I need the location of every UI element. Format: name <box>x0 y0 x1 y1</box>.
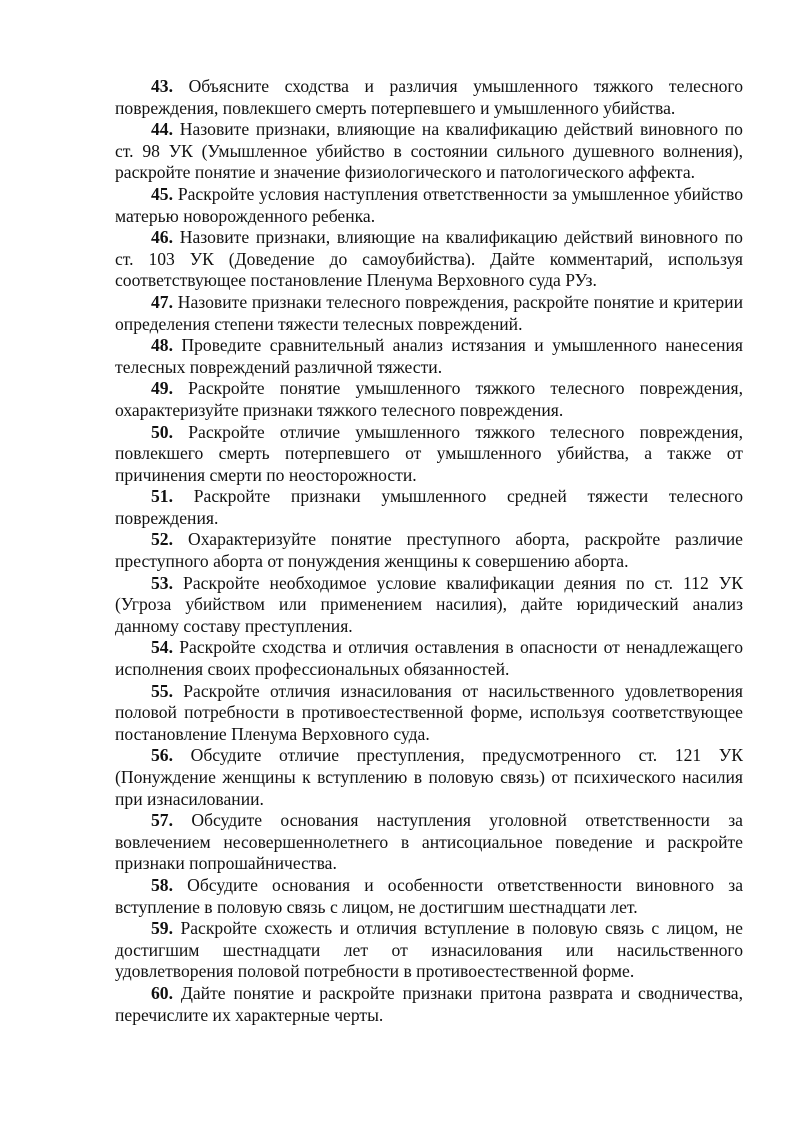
question-number: 44. <box>151 119 173 140</box>
question-item <box>115 573 743 638</box>
question-text: Охарактеризуйте понятие преступного аборта, раскройте различие преступного аборта от понуждения женщины к совершению аборта. <box>115 529 743 572</box>
question-text: Обсудите отличие преступления, предусмотренного ст. 121 УК (Понуждение женщины к вступлению в половую связь) от психического насилия при изнасиловании. <box>115 745 743 809</box>
question-item <box>115 76 743 119</box>
question-number: 45. <box>151 183 173 204</box>
question-text: Раскройте условия наступления ответственности за умышленное убийство матерью новорожденного ребенка. <box>115 183 743 226</box>
question-item <box>115 983 743 1026</box>
question-number: 53. <box>151 572 173 593</box>
question-number: 46. <box>151 227 173 248</box>
question-text: Назовите признаки телесного повреждения, раскройте понятие и критерии определения степени тяжести телесных повреждений. <box>115 291 743 334</box>
question-item <box>115 637 743 680</box>
question-list <box>115 76 743 1026</box>
question-number: 57. <box>151 810 173 831</box>
question-item <box>115 335 743 378</box>
question-number: 49. <box>151 378 173 399</box>
question-text: Обсудите основания наступления уголовной ответственности за вовлечением несовершеннолетнего в антисоциальное поведение и раскройте признаки попрошайничества. <box>115 810 743 874</box>
question-item <box>115 486 743 529</box>
question-text: Обсудите основания и особенности ответственности виновного за вступление в половую связь с лицом, не достигшим шестнадцати лет. <box>115 874 743 917</box>
question-text: Объясните сходства и различия умышленного тяжкого телесного повреждения, повлекшего смерть потерпевшего и умышленного убийства. <box>115 76 743 118</box>
question-number: 60. <box>151 982 173 1003</box>
question-item <box>115 378 743 421</box>
question-number: 48. <box>151 335 173 356</box>
question-item <box>115 529 743 572</box>
question-item <box>115 810 743 875</box>
question-text: Раскройте отличие умышленного тяжкого телесного повреждения, повлекшего смерть потерпевшего от умышленного убийства, а также от причинения смерти по неосторожности. <box>115 421 743 485</box>
question-text: Назовите признаки, влияющие на квалификацию действий виновного по ст. 103 УК (Доведение до самоубийства). Дайте комментарий, используя соответствующее постановление Пленума Верховного суда РУз. <box>115 227 743 291</box>
question-text: Раскройте понятие умышленного тяжкого телесного повреждения, охарактеризуйте признаки тяжкого телесного повреждения. <box>115 378 743 420</box>
question-text: Проведите сравнительный анализ истязания и умышленного нанесения телесных повреждений различной тяжести. <box>115 335 743 377</box>
question-text: Раскройте сходства и отличия оставления в опасности от ненадлежащего исполнения своих профессиональных обязанностей. <box>115 637 743 680</box>
question-number: 54. <box>151 637 173 658</box>
question-number: 58. <box>151 874 173 895</box>
question-item <box>115 184 743 227</box>
question-item <box>115 119 743 184</box>
question-text: Назовите признаки, влияющие на квалификацию действий виновного по ст. 98 УК (Умышленное убийство в состоянии сильного душевного волнения), раскройте понятие и значение физиологического и патологического аффекта. <box>115 119 743 183</box>
question-number: 47. <box>151 291 173 312</box>
question-text: Раскройте отличия изнасилования от насильственного удовлетворения половой потребности в противоестественной форме, используя соответствующее постановление Пленума Верховного суда. <box>115 680 743 744</box>
question-text: Раскройте необходимое условие квалификации деяния по ст. 112 УК (Угроза убийством или применением насилия), дайте юридический анализ данному составу преступления. <box>115 572 743 636</box>
question-item <box>115 681 743 746</box>
question-item <box>115 227 743 292</box>
question-text: Дайте понятие и раскройте признаки притона разврата и сводничества, перечислите их характерные черты. <box>115 982 743 1025</box>
question-item <box>115 745 743 810</box>
question-item <box>115 918 743 983</box>
question-item <box>115 422 743 487</box>
question-number: 52. <box>151 529 173 550</box>
question-number: 59. <box>151 918 173 939</box>
question-number: 51. <box>151 486 173 507</box>
question-item <box>115 292 743 335</box>
question-number: 56. <box>151 745 173 766</box>
question-number: 43. <box>151 76 173 96</box>
question-item <box>115 875 743 918</box>
question-text: Раскройте признаки умышленного средней тяжести телесного повреждения. <box>115 486 743 528</box>
question-number: 55. <box>151 680 173 701</box>
question-text: Раскройте схожесть и отличия вступление в половую связь с лицом, не достигшим шестнадцати лет от изнасилования или насильственного удовлетворения половой потребности в противоестественной форме. <box>115 918 743 982</box>
question-number: 50. <box>151 421 173 442</box>
